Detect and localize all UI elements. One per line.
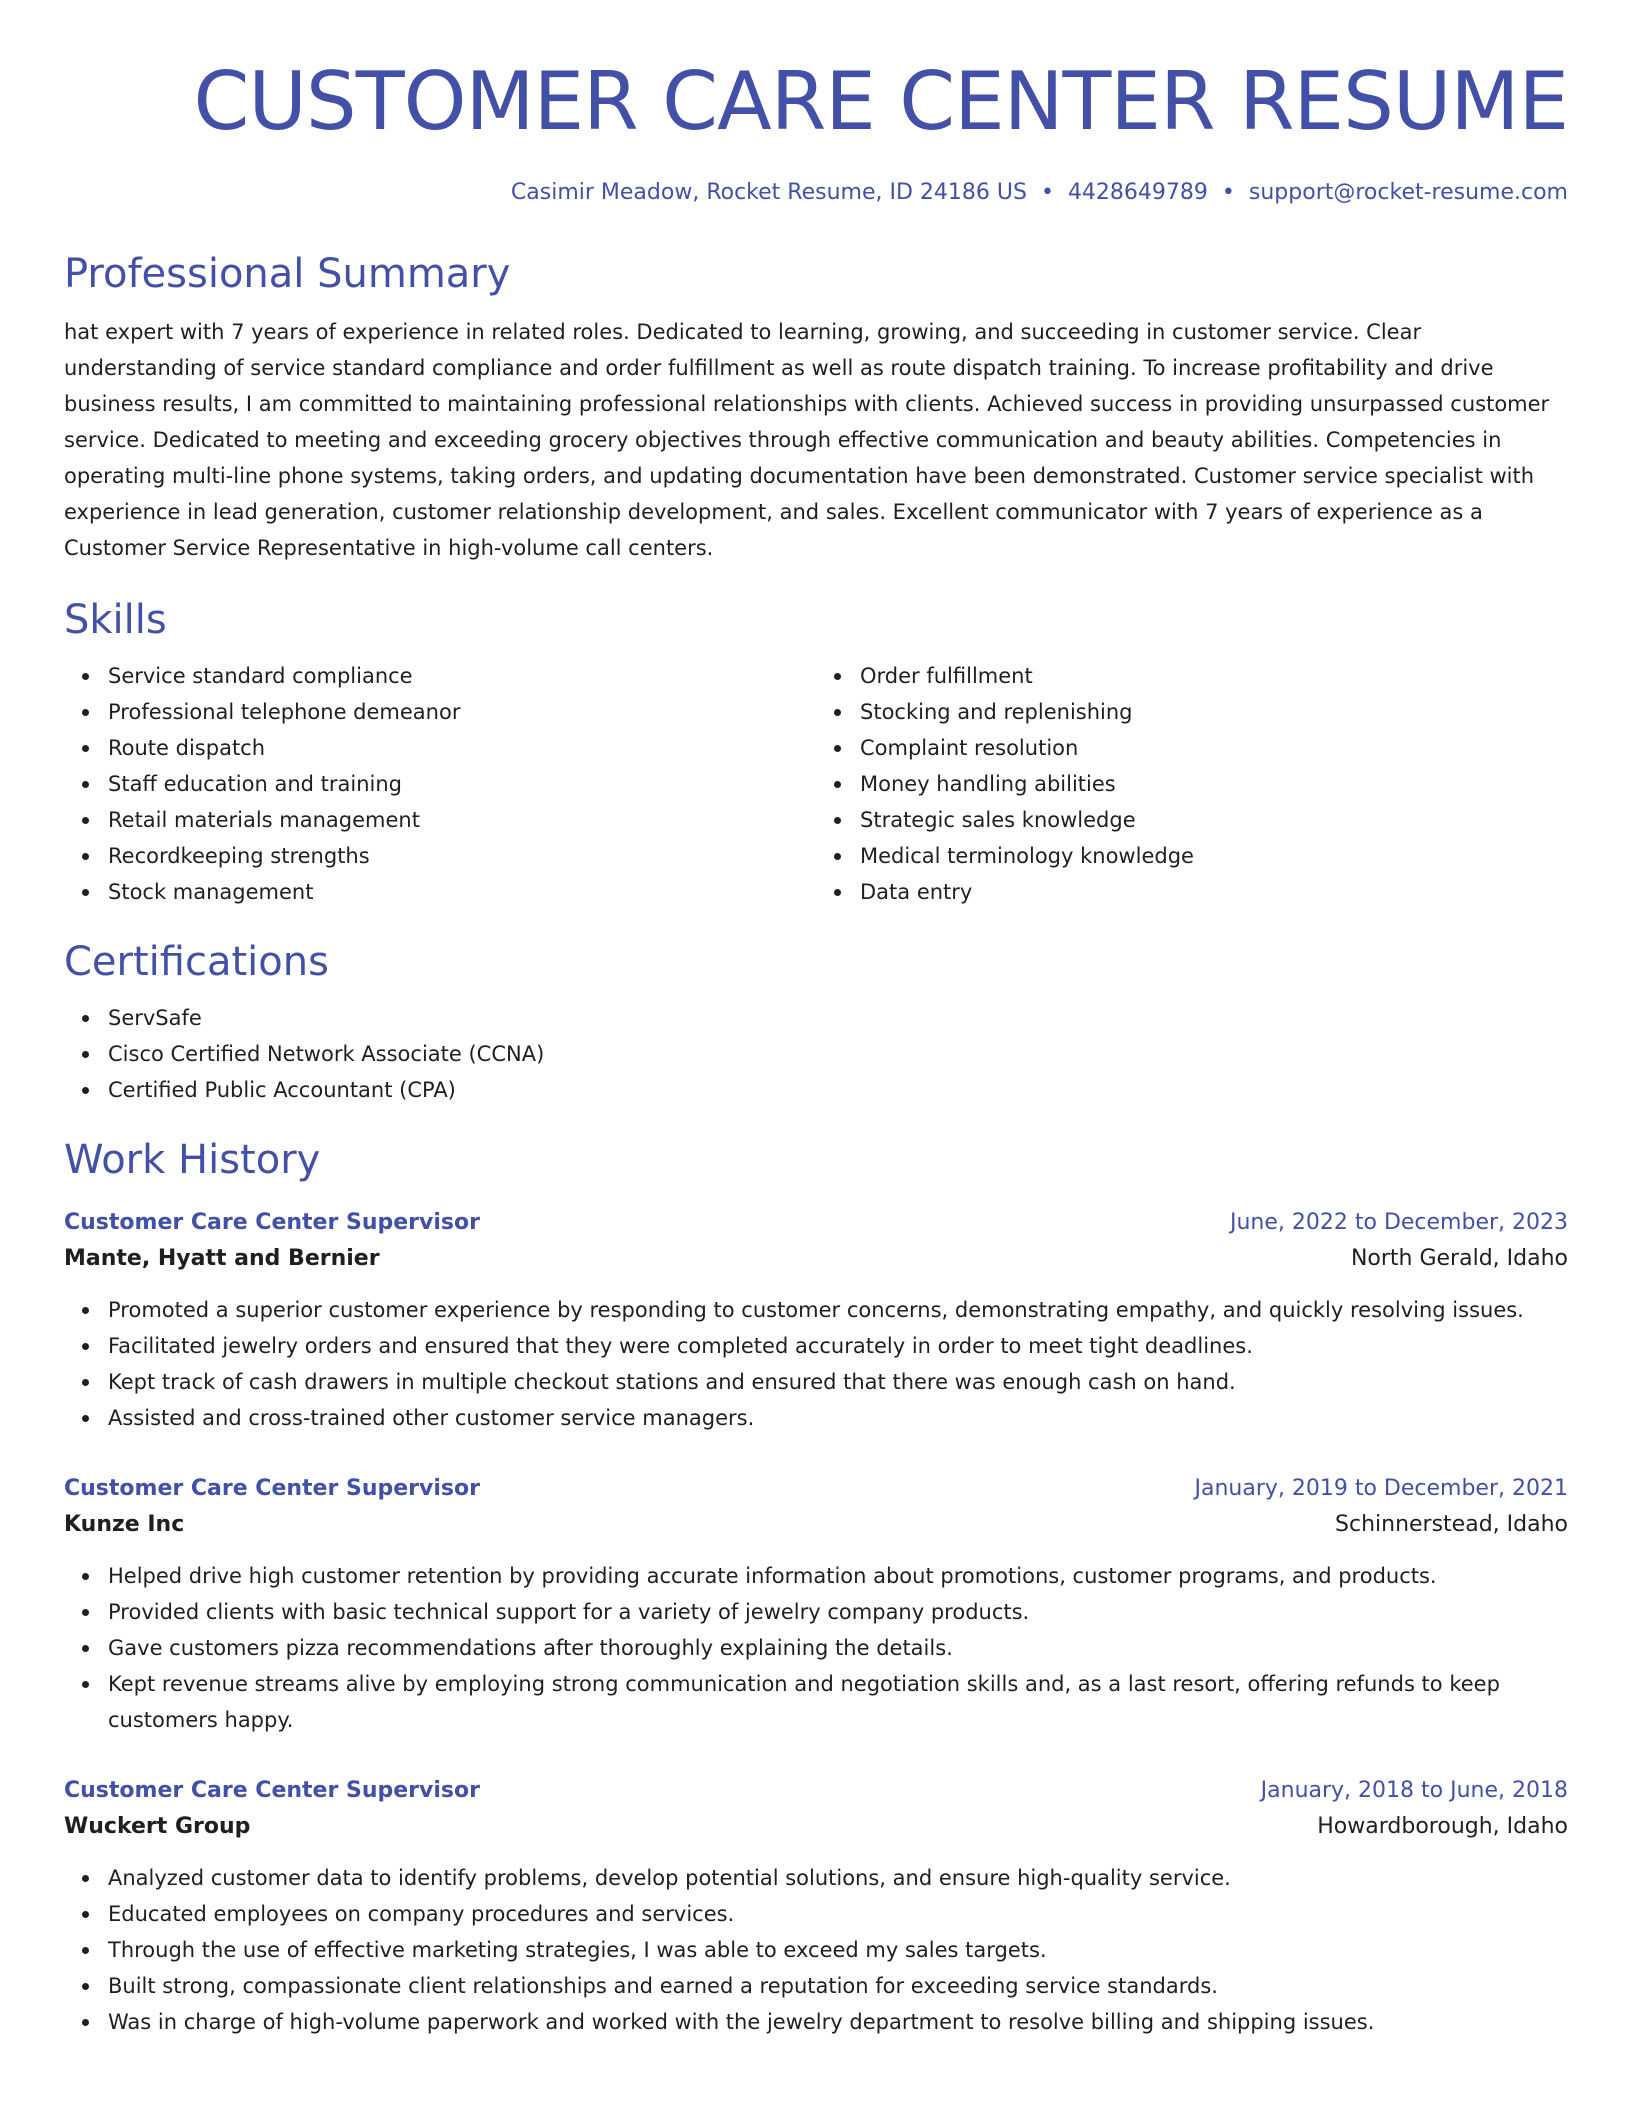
skills-left-column xyxy=(64,658,816,910)
skill-item: Order fulfillment xyxy=(860,658,1568,694)
job-duty: Was in charge of high-volume paperwork and worked with the jewelry department to resolve billing and shipping issues. xyxy=(108,2004,1568,2040)
skill-item: Stock management xyxy=(108,874,816,910)
job-duty: Kept revenue streams alive by employing strong communication and negotiation skills and, as a last resort, offering refunds to keep customers happy. xyxy=(108,1666,1568,1738)
job-title: Customer Care Center Supervisor xyxy=(64,1476,480,1501)
job-company-row xyxy=(64,1808,1568,1846)
summary-section xyxy=(64,250,1568,566)
work-history-heading: Work History xyxy=(64,1137,321,1183)
skill-item: Money handling abilities xyxy=(860,766,1568,802)
job-duty: Educated employees on company procedures and services. xyxy=(108,1896,1568,1932)
work-history-section xyxy=(64,1136,1568,2040)
job-title: Customer Care Center Supervisor xyxy=(64,1778,480,1803)
job-company: Wuckert Group xyxy=(64,1814,251,1839)
skill-item: Recordkeeping strengths xyxy=(108,838,816,874)
job-header-row xyxy=(64,1472,1568,1506)
job-duty: Facilitated jewelry orders and ensured that they were completed accurately in order to meet tight deadlines. xyxy=(108,1328,1568,1364)
job-duty: Assisted and cross-trained other customer service managers. xyxy=(108,1400,1568,1436)
resume-title: CUSTOMER CARE CENTER RESUME xyxy=(193,55,1568,148)
job-header-row xyxy=(64,1774,1568,1808)
certifications-heading: Certifications xyxy=(64,939,329,985)
contact-separator: • xyxy=(1040,180,1054,205)
job-title: Customer Care Center Supervisor xyxy=(64,1210,480,1235)
certification-item: Certified Public Accountant (CPA) xyxy=(108,1072,1568,1108)
certification-item: ServSafe xyxy=(108,1000,1568,1036)
skill-item: Stocking and replenishing xyxy=(860,694,1568,730)
job-duties-list xyxy=(64,1292,1568,1436)
job-duties-list xyxy=(64,1860,1568,2040)
job-header-row xyxy=(64,1206,1568,1240)
job-location: Schinnerstead, Idaho xyxy=(1335,1512,1568,1537)
certifications-list xyxy=(64,1000,1568,1108)
contact-address: Casimir Meadow, Rocket Resume, ID 24186 US xyxy=(510,180,1027,205)
job-entry xyxy=(64,1774,1568,2040)
skills-right-column xyxy=(816,658,1568,910)
skill-item: Route dispatch xyxy=(108,730,816,766)
job-company-row xyxy=(64,1240,1568,1278)
contact-email[interactable]: support@rocket-resume.com xyxy=(1248,180,1568,205)
job-entry xyxy=(64,1472,1568,1738)
job-dates: June, 2022 to December, 2023 xyxy=(1229,1210,1568,1235)
job-company: Kunze Inc xyxy=(64,1512,185,1537)
skill-item: Service standard compliance xyxy=(108,658,816,694)
certifications-section xyxy=(64,938,1568,1108)
job-duty: Built strong, compassionate client relationships and earned a reputation for exceeding service standards. xyxy=(108,1968,1568,2004)
contact-phone: 4428649789 xyxy=(1067,180,1208,205)
skill-item: Data entry xyxy=(860,874,1568,910)
skills-heading: Skills xyxy=(64,597,167,643)
job-entry xyxy=(64,1206,1568,1436)
skill-item: Medical terminology knowledge xyxy=(860,838,1568,874)
job-company: Mante, Hyatt and Bernier xyxy=(64,1246,380,1271)
job-duty: Helped drive high customer retention by providing accurate information about promotions, customer programs, and products. xyxy=(108,1558,1568,1594)
job-company-row xyxy=(64,1506,1568,1544)
certification-item: Cisco Certified Network Associate (CCNA) xyxy=(108,1036,1568,1072)
job-dates: January, 2018 to June, 2018 xyxy=(1260,1778,1568,1803)
skill-item: Strategic sales knowledge xyxy=(860,802,1568,838)
skill-item: Staff education and training xyxy=(108,766,816,802)
job-location: North Gerald, Idaho xyxy=(1350,1246,1568,1271)
skills-section xyxy=(64,596,1568,910)
skills-grid xyxy=(64,658,1568,910)
skill-item: Professional telephone demeanor xyxy=(108,694,816,730)
job-duty: Promoted a superior customer experience by responding to customer concerns, demonstrating empathy, and quickly resolving issues. xyxy=(108,1292,1568,1328)
skill-item: Retail materials management xyxy=(108,802,816,838)
job-duties-list xyxy=(64,1558,1568,1738)
job-dates: January, 2019 to December, 2021 xyxy=(1194,1476,1568,1501)
summary-heading: Professional Summary xyxy=(64,251,511,297)
job-duty: Gave customers pizza recommendations after thoroughly explaining the details. xyxy=(108,1630,1568,1666)
job-duty: Kept track of cash drawers in multiple checkout stations and ensured that there was enough cash on hand. xyxy=(108,1364,1568,1400)
skill-item: Complaint resolution xyxy=(860,730,1568,766)
job-duty: Through the use of effective marketing strategies, I was able to exceed my sales targets. xyxy=(108,1932,1568,1968)
job-location: Howardborough, Idaho xyxy=(1317,1814,1568,1839)
job-duty: Analyzed customer data to identify problems, develop potential solutions, and ensure high-quality service. xyxy=(108,1860,1568,1896)
job-duty: Provided clients with basic technical support for a variety of jewelry company products. xyxy=(108,1594,1568,1630)
contact-line xyxy=(64,178,1568,208)
contact-separator: • xyxy=(1221,180,1235,205)
summary-text: hat expert with 7 years of experience in related roles. Dedicated to learning, growing, and succeeding in customer service. Clear understanding of service standard compliance and order fulfillment as well as route dispatch training. To increase profitability and drive business results, I am committed to maintaining professional relationships with clients. Achieved success in providing unsurpassed customer service. Dedicated to meeting and exceeding grocery objectives through effective communication and beauty abilities. Competencies in operating multi-line phone systems, taking orders, and updating documentation have been demonstrated. Customer service specialist with experience in lead generation, customer relationship development, and sales. Excellent communicator with 7 years of experience as a Customer Service Representative in high-volume call centers. xyxy=(64,320,1550,560)
